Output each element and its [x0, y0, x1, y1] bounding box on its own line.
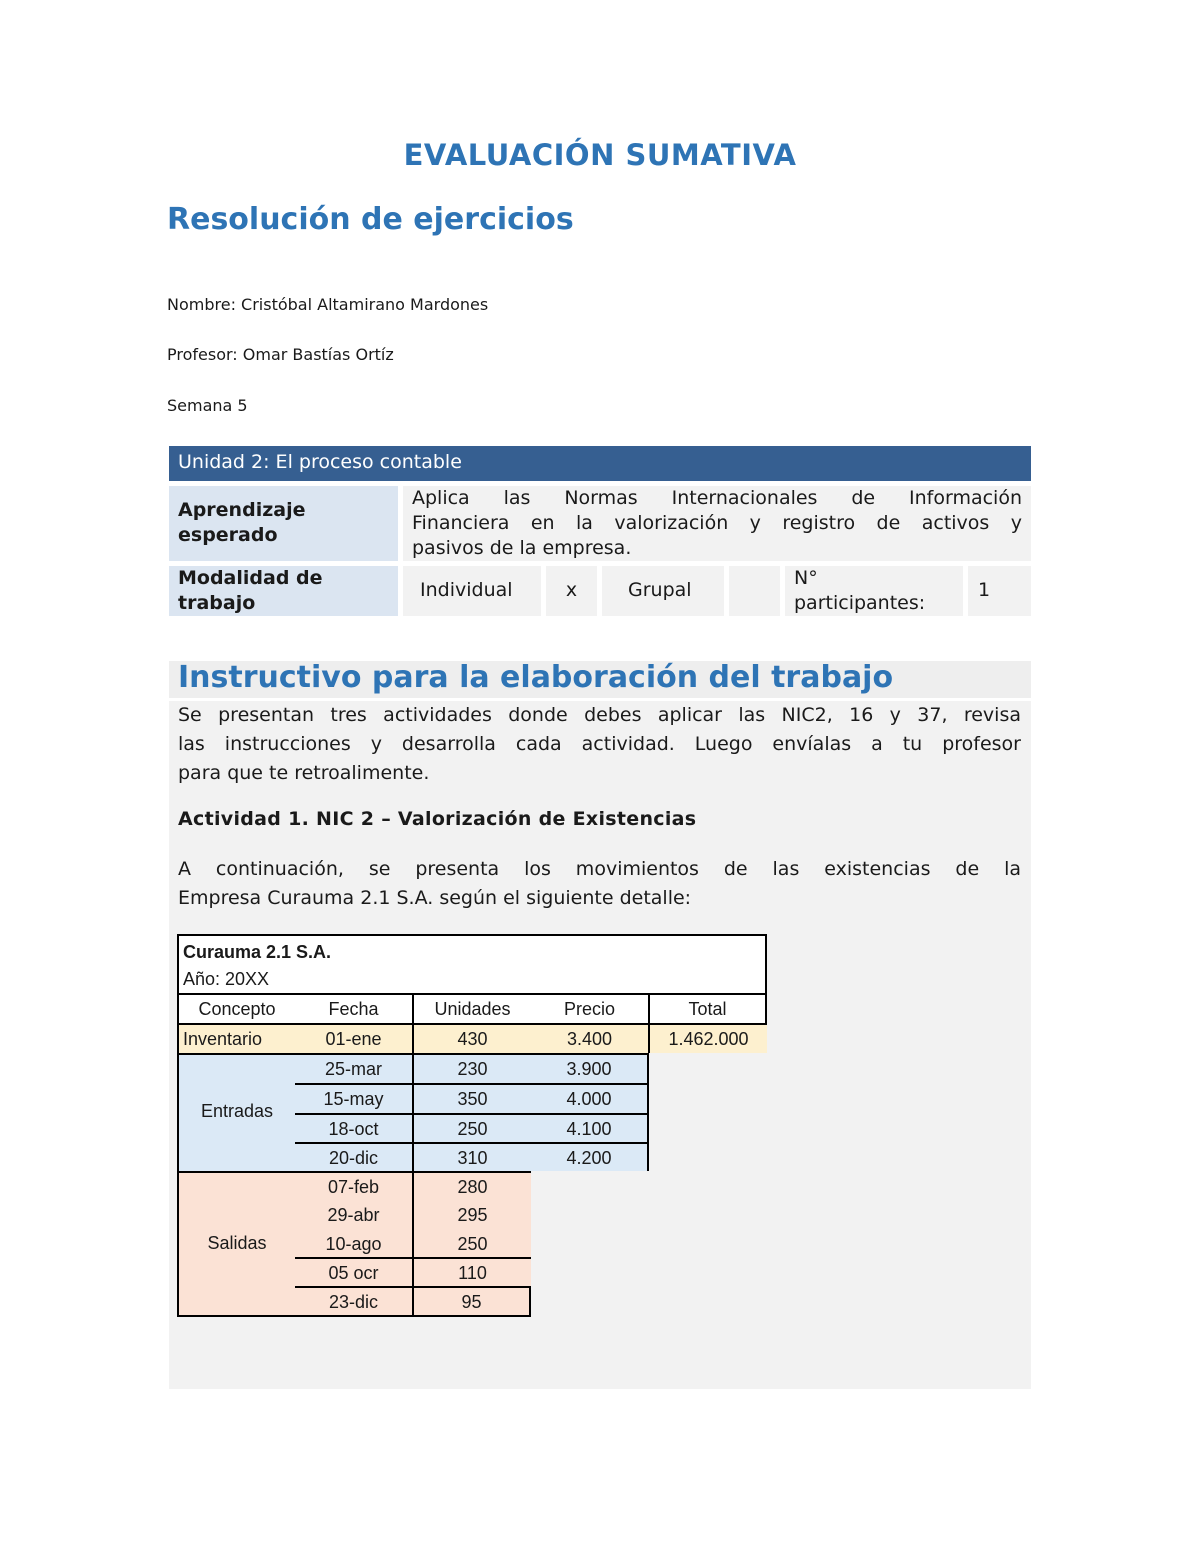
entrada-fecha: 25-mar — [295, 1053, 412, 1083]
entrada-fecha: 20-dic — [295, 1142, 412, 1171]
entrada-precio: 4.200 — [531, 1142, 649, 1171]
instructivo-title: Instructivo para la elaboración del trabajo — [178, 660, 894, 695]
aprendizaje-label: Aprendizaje esperado — [169, 486, 398, 561]
inventario-precio: 3.400 — [531, 1023, 648, 1053]
salida-fecha: 29-abr — [295, 1201, 412, 1230]
participantes-value: 1 — [968, 566, 1031, 616]
individual-option: Individual — [403, 566, 541, 616]
inventario-unidades: 430 — [412, 1023, 531, 1053]
modalidad-label: Modalidad de trabajo — [169, 566, 398, 616]
entrada-precio: 4.100 — [531, 1113, 649, 1142]
actividad1-line: A continuación, se presenta los movimientos de las existencias de la — [178, 858, 1021, 880]
entrada-unidades: 350 — [412, 1083, 531, 1113]
aprendizaje-value — [403, 486, 1031, 561]
salida-fecha: 23-dic — [295, 1288, 412, 1317]
professor-name: Profesor: Omar Bastías Ortíz — [167, 345, 394, 364]
unit-header: Unidad 2: El proceso contable — [169, 446, 1031, 481]
salida-unidades: 280 — [412, 1171, 531, 1201]
salida-unidades: 110 — [412, 1259, 531, 1288]
individual-mark: x — [546, 566, 597, 616]
entrada-unidades: 250 — [412, 1113, 531, 1142]
col-header-unidades: Unidades — [412, 993, 531, 1023]
week-label: Semana 5 — [167, 396, 248, 415]
aprendizaje-line: pasivos de la empresa. — [412, 537, 632, 559]
intro-line: Se presentan tres actividades donde debes aplicar las NIC2, 16 y 37, revisa — [178, 704, 1021, 726]
col-header-concepto: Concepto — [177, 993, 295, 1023]
inventory-year: Año: 20XX — [183, 969, 270, 989]
actividad1-line: Empresa Curauma 2.1 S.A. según el siguiente detalle: — [178, 887, 692, 909]
inventario-concepto: Inventario — [177, 1023, 295, 1053]
aprendizaje-line: Financiera en la valorización y registro de activos y — [412, 512, 1022, 534]
salida-unidades: 250 — [412, 1230, 531, 1259]
entrada-unidades: 310 — [412, 1142, 531, 1171]
col-header-fecha: Fecha — [295, 993, 412, 1023]
document-title: EVALUACIÓN SUMATIVA — [403, 138, 797, 172]
entrada-fecha: 18-oct — [295, 1113, 412, 1142]
salidas-label: Salidas — [177, 1171, 295, 1317]
salida-fecha: 05 ocr — [295, 1259, 412, 1288]
entrada-unidades: 230 — [412, 1053, 531, 1083]
salida-unidades: 95 — [412, 1288, 531, 1317]
salida-unidades: 295 — [412, 1201, 531, 1230]
inventario-total: 1.462.000 — [648, 1023, 767, 1053]
inventario-fecha: 01-ene — [295, 1023, 412, 1053]
entrada-precio: 3.900 — [531, 1053, 649, 1083]
col-header-precio: Precio — [531, 993, 648, 1023]
inventory-company-box — [177, 934, 767, 993]
participantes-label: N° participantes: — [785, 566, 963, 616]
entradas-label: Entradas — [177, 1053, 295, 1171]
document-subtitle: Resolución de ejercicios — [167, 202, 574, 237]
student-name: Nombre: Cristóbal Altamirano Mardones — [167, 295, 489, 314]
entrada-precio: 4.000 — [531, 1083, 649, 1113]
intro-line: para que te retroalimente. — [178, 762, 430, 784]
grupal-option: Grupal — [602, 566, 724, 616]
intro-line: las instrucciones y desarrolla cada actividad. Luego envíalas a tu profesor — [178, 733, 1021, 755]
col-header-total: Total — [648, 993, 767, 1023]
aprendizaje-line: Aplica las Normas Internacionales de Información — [412, 487, 1022, 509]
instructivo-intro — [178, 701, 1021, 788]
actividad1-text — [178, 855, 1021, 913]
entrada-fecha: 15-may — [295, 1083, 412, 1113]
salida-fecha: 07-feb — [295, 1171, 412, 1201]
actividad1-title: Actividad 1. NIC 2 – Valorización de Existencias — [178, 808, 697, 830]
grupal-mark — [729, 566, 780, 616]
salida-fecha: 10-ago — [295, 1230, 412, 1259]
company-name: Curauma 2.1 S.A. — [183, 942, 332, 962]
